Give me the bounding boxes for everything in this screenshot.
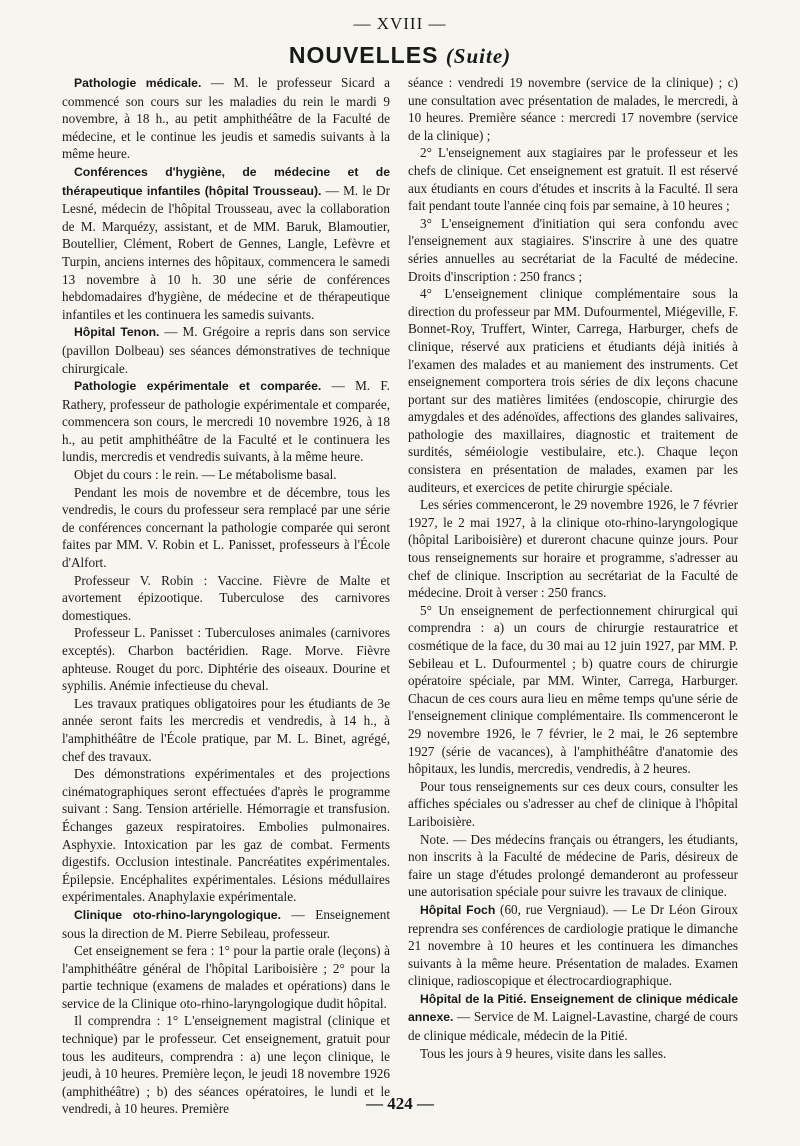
paragraph bbox=[408, 778, 738, 831]
paragraph-text: 5° Un enseignement de perfectionnement chirurgical qui comprendra : a) un cours de chirurgie restauratrice et cosmétique de la face, du 30 mai au 12 juin 1927, par MM. P. Sebileau et L. Dufourmentel ; b) quatre cours de chirurgie opératoire spéciale, par MM. Winter, Carrega, Harburger. Chacun de ces cours aura lieu en même temps qu'une série de l'enseignement clinique complémentaire. Ils commenceront le 29 novembre 1926, le 7 février, le 2 mai, le 26 septembre 1927 (série de vacances), à l'amphithéâtre d'anatomie des hôpitaux, les lundis, mercredis, vendredis, à 2 heures. bbox=[408, 602, 738, 777]
page-number: — 424 — bbox=[366, 1094, 434, 1113]
paragraph-text: Pendant les mois de novembre et de décembre, tous les vendredis, le cours du professeur sera remplacé par une série de conférences concernant la pathologie comparée qui seront faites par MM. V. Robin et L. Panisset, professeurs à l'École d'Alfort. bbox=[62, 484, 390, 571]
left-column bbox=[62, 74, 390, 1118]
paragraph-text: — Service de M. Laignel-Lavastine, chargé de cours de clinique médicale, médecin de la Pitié. bbox=[408, 1009, 738, 1044]
paragraph bbox=[62, 74, 390, 163]
paragraph-heading: Pathologie expérimentale et comparée. bbox=[74, 379, 322, 394]
running-head: — XVIII — bbox=[353, 14, 447, 33]
paragraph bbox=[62, 942, 390, 1012]
paragraph-text: 2° L'enseignement aux stagiaires par le professeur et les chefs de clinique. Cet enseignement est gratuit. Il est réservé aux étudiants en cours d'études et inscrits à la Faculté. Il sera fait pendant toute l'année cinq fois par semaine, à 10 heures ; bbox=[408, 145, 738, 214]
paragraph-heading: Hôpital Foch bbox=[420, 902, 496, 917]
paragraph-text: Tous les jours à 9 heures, visite dans les salles. bbox=[420, 1045, 667, 1061]
paragraph-text: Objet du cours : le rein. — Le métabolisme basal. bbox=[74, 467, 337, 483]
paragraph bbox=[408, 144, 738, 214]
paragraph bbox=[62, 572, 390, 625]
paragraph bbox=[408, 901, 738, 990]
paragraph-text: Il comprendra : 1° L'enseignement magistral (clinique et technique) par le professeur. Cet enseignement, gratuit pour tous les auditeurs, comprendra : a) une leçon clinique, le jeudi, à 10 heures. Première leçon, le jeudi 18 novembre 1926 (amphithéâtre) ; b) des séances opératoires, le lundi et le vendredi, à 10 heures. Première bbox=[62, 1013, 390, 1117]
paragraph-text: 4° L'enseignement clinique complémentaire sous la direction du professeur par MM. Dufourmentel, Miégeville, F. Bonnet-Roy, Truffert, Winter, Carrega, Harburger, chefs de clinique, réservé aux praticiens et étudiants déjà initiés à l'examen des malades et au maniement des instruments. Cet enseignement comportera trois séries de dix leçons chacune portant sur des matières limitées (endoscopie, chirurgie des amygdales et des adénoïdes, affections des glandes salivaires, pathologie des maxillaires, diagnostic et traitement de surdités, séméiologie vestibulaire, etc.). Chaque leçon consistera en présentation de malades, examen par les auditeurs, et exercices de petite chirurgie spéciale. bbox=[408, 286, 738, 495]
paragraph-text: — M. le professeur Sicard a commencé son cours sur les maladies du rein le mardi 9 novembre, à 18 h., au petit amphithéâtre de la Faculté de médecine, et le continue les jeudis et samedis suivants à la même heure. bbox=[62, 75, 391, 162]
paragraph bbox=[62, 377, 390, 466]
paragraph bbox=[62, 765, 390, 906]
paragraph bbox=[408, 285, 738, 496]
paragraph-text: Professeur V. Robin : Vaccine. Fièvre de Malte et avortement épizootique. Tuberculose des carnivores domestiques. bbox=[62, 572, 390, 623]
paragraph-text: Professeur L. Panisset : Tuberculoses animales (carnivores exceptés). Charbon bactéridien. Rage. Morve. Fièvre aphteuse. Rouget du porc. Diphtérie des oiseaux. Dourine et syphilis. Anémie infectieuse du cheval. bbox=[62, 625, 390, 694]
paragraph-text: — M. Grégoire a repris dans son service (pavillon Dolbeau) ses séances démonstratives de technique chirurgicale. bbox=[62, 324, 390, 376]
paragraph-text: Les travaux pratiques obligatoires pour les étudiants de 3e année seront faits les mercredis et vendredis, à 14 h., à l'amphithéâtre de l'École pratique, par M. L. Binet, agrégé, chef des travaux. bbox=[62, 695, 390, 764]
paragraph-text: — M. le Dr Lesné, médecin de l'hôpital Trousseau, avec la collaboration de M. Marquézy, assistant, et de MM. Baruk, Blamoutier, Boutellier, Clément, Robert de Gennes, Langle, Lefèvre et Turpin, anciens internes des hôpitaux, commencera le samedi 13 novembre à 10 h. 30 une série de conférences hebdomadaires d'hygiène, de médecine et de thérapeutique infantiles et les continuera les samedis suivants. bbox=[62, 182, 390, 322]
paragraph-text: Les séries commenceront, le 29 novembre 1926, le 7 février 1927, le 2 mai 1927, à la clinique oto-rhino-laryngologique (hôpital Lariboisière) et dureront chacune quinze jours. Pour tous renseignements sur horaire et programme, s'adresser au chef de clinique. Inscription au secrétariat de la Faculté de médecine. Droit à verser : 250 francs. bbox=[408, 497, 738, 601]
paragraph bbox=[408, 602, 738, 778]
paragraph-heading: Clinique oto-rhino-laryngologique. bbox=[74, 907, 281, 922]
paragraph bbox=[62, 906, 390, 942]
paragraph bbox=[62, 695, 390, 765]
paragraph bbox=[408, 496, 738, 602]
paragraph-text: séance : vendredi 19 novembre (service de la clinique) ; c) une consultation avec présentation de malades, le mercredi, à 10 heures. Première séance : mercredi 17 novembre (service de la clinique) ; bbox=[408, 75, 738, 143]
paragraph bbox=[62, 163, 390, 323]
paragraph-text: Des démonstrations expérimentales et des projections cinématographiques seront effectuées d'après le programme suivant : Sang. Tension artérielle. Hémorragie et transfusion. Échanges gazeux respiratoires. Embolies pulmonaires. Asphyxie. Intoxication par les gaz de combat. Ferments digestifs. Occlusion intestinale. Pancréatites expérimentales. Épilepsie. Encéphalites expérimentales. Lésions médullaires expérimentales. Anaphylaxie expérimentale. bbox=[62, 766, 390, 905]
paragraph bbox=[408, 990, 738, 1045]
paragraph-text: Note. — Des médecins français ou étrangers, les étudiants, non inscrits à la Faculté de médecine de Paris, désireux de faire un stage d'études prolongé demanderont au professeur une autorisation spéciale pour suivre les travaux de clinique. bbox=[408, 831, 738, 900]
paragraph-text: Cet enseignement se fera : 1° pour la partie orale (leçons) à l'amphithéâtre général de l'hôpital Lariboisière ; 2° pour la partie technique (examens de malades et opérations) dans le service de la Clinique oto-rhino-laryngologique dudit hôpital. bbox=[62, 943, 390, 1011]
paragraph-text: 3° L'enseignement d'initiation qui sera confondu avec l'enseignement aux stagiaires. S'inscrire à une des quatre séries annuelles au secrétariat de la Faculté de médecine. Droits d'inscription : 250 francs ; bbox=[408, 215, 738, 284]
paragraph bbox=[408, 831, 738, 901]
paragraph-heading: Pathologie médicale. bbox=[74, 76, 202, 90]
paragraph-heading: Conférences d'hygiène, de médecine et de thérapeutique infantiles (hôpital Trousseau). bbox=[62, 164, 390, 198]
paragraph bbox=[62, 323, 390, 377]
paragraph bbox=[62, 484, 390, 572]
paragraph-text: — Enseignement sous la direction de M. Pierre Sebileau, professeur. bbox=[62, 906, 390, 941]
paragraph bbox=[408, 215, 738, 285]
paragraph-text: Pour tous renseignements sur ces deux cours, consulter les affiches spéciales ou s'adresser au chef de clinique à l'hôpital Lariboisière. bbox=[408, 778, 738, 829]
paragraph-text: — M. F. Rathery, professeur de pathologie expérimentale et comparée, commencera son cours, le mercredi 10 novembre 1926, à 18 h., au petit amphithéâtre de la Faculté et le continuera les lundis, mercredis et vendredis suivants, à la même heure. bbox=[62, 378, 390, 465]
paragraph bbox=[408, 74, 738, 144]
paragraph-text: (60, rue Vergniaud). — Le Dr Léon Giroux reprendra ses conférences de cardiologie pratique le dimanche 21 novembre à 10 heures et les continuera les dimanches suivants à la même heure. Présentation de malades. Examen clinique, radioscopique et électrocardiographique. bbox=[408, 901, 738, 989]
right-column bbox=[408, 74, 738, 1062]
section-title bbox=[0, 42, 800, 69]
paragraph bbox=[408, 1045, 738, 1063]
section-title-suffix: (Suite) bbox=[445, 44, 512, 68]
paragraph bbox=[62, 466, 390, 484]
paragraph-heading: Hôpital Tenon. bbox=[74, 325, 160, 340]
section-title-text: NOUVELLES bbox=[288, 42, 439, 68]
paragraph bbox=[62, 624, 390, 694]
paragraph-heading: Hôpital de la Pitié. Enseignement de clinique médicale annexe. bbox=[408, 991, 738, 1025]
